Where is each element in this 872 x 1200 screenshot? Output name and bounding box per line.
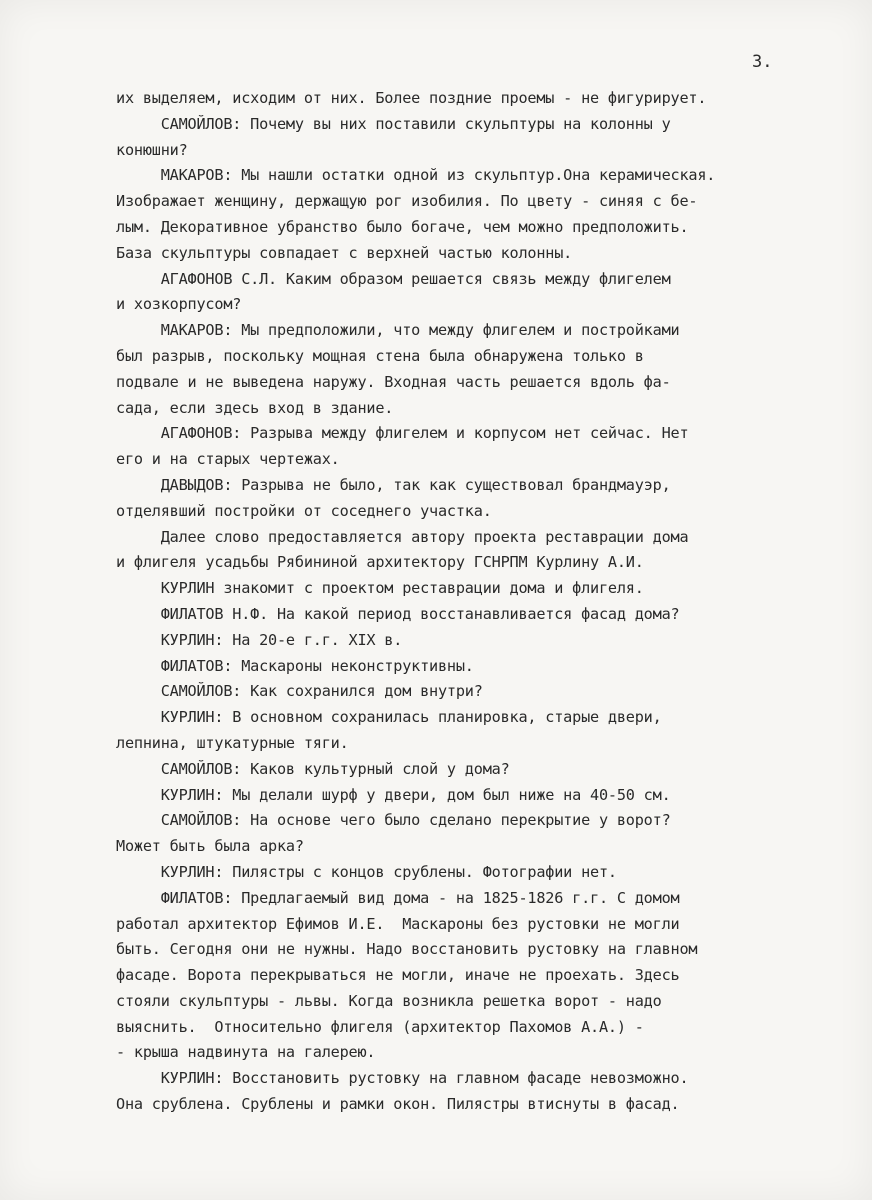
text-line: Далее слово предоставляется автору проекта реставрации дома <box>116 527 689 546</box>
text-line: работал архитектор Ефимов И.Е. Маскароны без рустовки не могли <box>116 914 680 933</box>
text-line: Может быть была арка? <box>116 837 304 856</box>
text-line: САМОЙЛОВ: Почему вы них поставили скульптуры на колонны у <box>116 114 671 133</box>
text-line: МАКАРОВ: Мы предположили, что между флигелем и постройками <box>116 321 680 340</box>
text-line: Она срублена. Срублены и рамки окон. Пилястры втиснуты в фасад. <box>116 1095 680 1114</box>
text-line: КУРЛИН: Пилястры с концов срублены. Фотографии нет. <box>116 862 617 881</box>
text-line: ФИЛАТОВ Н.Ф. На какой период восстанавливается фасад дома? <box>116 604 680 623</box>
text-line: его и на старых чертежах. <box>116 450 340 469</box>
text-line: и хозкорпусом? <box>116 295 242 314</box>
text-line: КУРЛИН: На 20-е г.г. XIX в. <box>116 630 403 649</box>
text-line: подвале и не выведена наружу. Входная часть решается вдоль фа- <box>116 372 671 391</box>
typewritten-text <box>116 86 831 1118</box>
text-line: лым. Декоративное убранство было богаче, чем можно предположить. <box>116 217 689 236</box>
text-line: САМОЙЛОВ: На основе чего было сделано перекрытие у ворот? <box>116 811 671 830</box>
text-line: был разрыв, поскольку мощная стена была обнаружена только в <box>116 346 644 365</box>
text-line: лепнина, штукатурные тяги. <box>116 733 349 752</box>
text-line: ДАВЫДОВ: Разрыва не было, так как существовал брандмауэр, <box>116 475 671 494</box>
text-line: КУРЛИН: В основном сохранилась планировка, старые двери, <box>116 708 662 727</box>
text-line: выяснить. Относительно флигеля (архитектор Пахомов А.А.) - <box>116 1017 644 1036</box>
text-line: АГАФОНОВ: Разрыва между флигелем и корпусом нет сейчас. Нет <box>116 424 689 443</box>
text-line: сада, если здесь вход в здание. <box>116 398 394 417</box>
text-line: КУРЛИН: Мы делали шурф у двери, дом был ниже на 40-50 см. <box>116 785 671 804</box>
text-line: КУРЛИН знакомит с проектом реставрации дома и флигеля. <box>116 579 644 598</box>
text-line: конюшни? <box>116 140 188 159</box>
text-line: отделявший постройки от соседнего участка. <box>116 501 492 520</box>
text-line: и флигеля усадьбы Рябининой архитектору ГСНРПМ Курлину А.И. <box>116 553 644 572</box>
text-line: стояли скульптуры - львы. Когда возникла решетка ворот - надо <box>116 991 662 1010</box>
text-line: ФИЛАТОВ: Предлагаемый вид дома - на 1825-1826 г.г. С домом <box>116 888 680 907</box>
page-number: 3. <box>752 52 773 72</box>
text-line: - крыша надвинута на галерею. <box>116 1043 376 1062</box>
text-line: Изображает женщину, держащую рог изобилия. По цвету - синяя с бе- <box>116 192 698 211</box>
text-line: База скульптуры совпадает с верхней частью колонны. <box>116 243 573 262</box>
text-line: АГАФОНОВ С.Л. Каким образом решается связь между флигелем <box>116 269 671 288</box>
text-line: быть. Сегодня они не нужны. Надо восстановить рустовку на главном <box>116 940 698 959</box>
text-line: КУРЛИН: Восстановить рустовку на главном фасаде невозможно. <box>116 1069 689 1088</box>
text-line: ФИЛАТОВ: Маскароны неконструктивны. <box>116 656 474 675</box>
text-line: САМОЙЛОВ: Как сохранился дом внутри? <box>116 682 483 701</box>
text-line: МАКАРОВ: Мы нашли остатки одной из скульптур.Она керамическая. <box>116 166 716 185</box>
text-line: САМОЙЛОВ: Каков культурный слой у дома? <box>116 759 510 778</box>
text-line: их выделяем, исходим от них. Более поздние проемы - не фигурирует. <box>116 89 707 107</box>
text-line: фасаде. Ворота перекрываться не могли, иначе не проехать. Здесь <box>116 966 680 985</box>
